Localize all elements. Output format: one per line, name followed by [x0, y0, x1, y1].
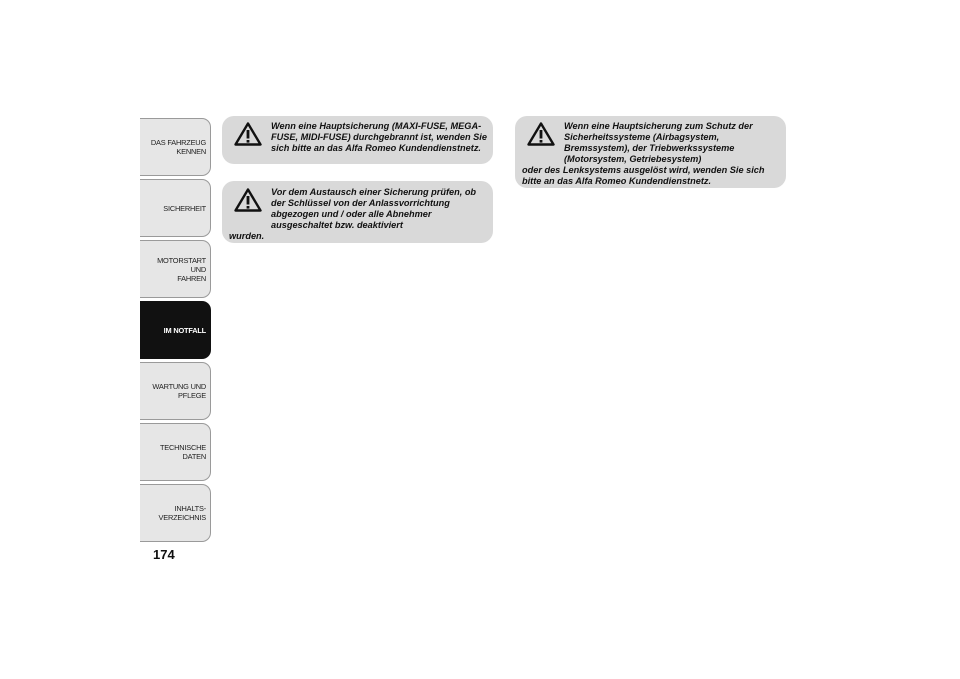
tab-label: DAS FAHRZEUG KENNEN: [150, 138, 206, 156]
tab-label: TECHNISCHE DATEN: [159, 443, 206, 461]
warning-text: [229, 121, 491, 154]
warning-box-safety-systems-fuse: [515, 116, 786, 188]
tab-technische-daten[interactable]: [140, 423, 211, 481]
warning-lead-text: Wenn eine Hauptsicherung zum Schutz der Sicherheitssysteme (Airbagsystem, Bremssystem), der Triebwerkssysteme (Motorsystem, Getriebesystem): [564, 121, 753, 164]
warning-lead-text: Wenn eine Hauptsicherung (MAXI-FUSE, MEGA-FUSE, MIDI-FUSE) durchgebrannt ist, wenden Sie sich bitte an das Alfa Romeo Kundendienstnetz.: [271, 121, 487, 153]
tab-im-notfall[interactable]: [140, 301, 211, 359]
tab-motorstart-und-fahren[interactable]: [140, 240, 211, 298]
tab-label: SICHERHEIT: [163, 203, 206, 213]
warning-text: [522, 121, 784, 187]
page-number: 174: [153, 547, 175, 562]
tab-sicherheit[interactable]: [140, 179, 211, 237]
warning-text: [229, 187, 491, 242]
warning-box-before-replacing: [222, 181, 493, 243]
tab-label: INHALTS- VERZEICHNIS: [158, 504, 206, 522]
tab-wartung-und-pflege[interactable]: [140, 362, 211, 420]
tab-inhaltsverzeichnis[interactable]: [140, 484, 211, 542]
tab-label: MOTORSTART UND FAHREN: [157, 255, 206, 283]
tab-das-fahrzeug-kennen[interactable]: [140, 118, 211, 176]
warning-lead-text: Vor dem Austausch einer Sicherung prüfen, ob der Schlüssel von der Anlassvorrichtung abgezogen und / oder alle Abnehmer ausgeschaltet bzw. deaktiviert: [271, 187, 477, 230]
warning-box-main-fuse: [222, 116, 493, 164]
warning-tail-text: oder des Lenksystems ausgelöst wird, wenden Sie sich bitte an das Alfa Romeo Kundendienstnetz.: [522, 165, 765, 186]
chapter-tabs: [140, 118, 211, 545]
tab-label: WARTUNG UND PFLEGE: [152, 382, 206, 400]
tab-label: IM NOTFALL: [163, 325, 206, 335]
warning-tail-text: wurden.: [229, 231, 265, 241]
